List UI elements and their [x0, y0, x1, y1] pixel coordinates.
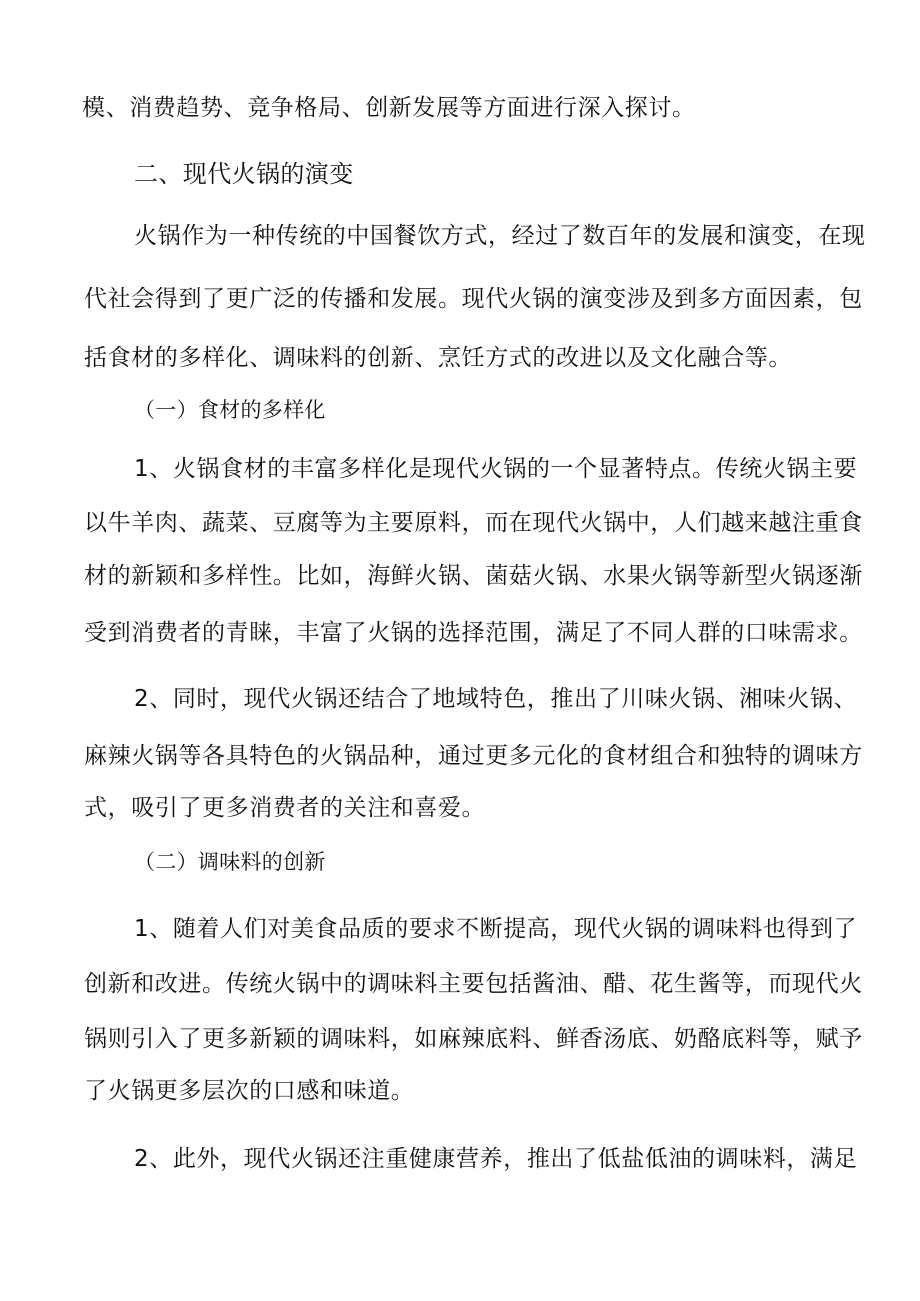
- paragraph-ingredients-1-line-1: 1、火锅食材的丰富多样化是现代火锅的一个显著特点。传统火锅主要: [134, 456, 858, 482]
- paragraph-ingredients-1-line-3: 材的新颖和多样性。比如，海鲜火锅、菌菇火锅、水果火锅等新型火锅逐渐: [84, 563, 863, 589]
- paragraph-ingredients-2-line-3: 式，吸引了更多消费者的关注和喜爱。: [84, 795, 486, 821]
- subsection-heading-ingredients: （一）食材的多样化: [134, 398, 326, 422]
- paragraph-seasoning-1-line-4: 了火锅更多层次的口感和味道。: [84, 1078, 415, 1104]
- paragraph-seasoning-1-line-3: 锅则引入了更多新颖的调味料，如麻辣底料、鲜香汤底、奶酪底料等，赋予: [84, 1026, 863, 1052]
- section-heading-evolution: 二、现代火锅的演变: [134, 160, 354, 188]
- paragraph-seasoning-1-line-1: 1、随着人们对美食品质的要求不断提高，现代火锅的调味料也得到了: [134, 916, 858, 942]
- paragraph-seasoning-2-line-1: 2、此外，现代火锅还注重健康营养，推出了低盐低油的调味料，满足: [134, 1146, 858, 1172]
- subsection-heading-seasoning: （二）调味料的创新: [134, 850, 326, 874]
- paragraph-evolution-line-2: 代社会得到了更广泛的传播和发展。现代火锅的演变涉及到多方面因素，包: [84, 286, 863, 312]
- paragraph-seasoning-1-line-2: 创新和改进。传统火锅中的调味料主要包括酱油、醋、花生酱等，而现代火: [84, 971, 863, 997]
- paragraph-evolution-line-3: 括食材的多样化、调味料的创新、烹饪方式的改进以及文化融合等。: [84, 345, 792, 371]
- paragraph-evolution-line-1: 火锅作为一种传统的中国餐饮方式，经过了数百年的发展和演变，在现: [134, 223, 866, 249]
- paragraph-ingredients-1-line-2: 以牛羊肉、蔬菜、豆腐等为主要原料，而在现代火锅中，人们越来越注重食: [84, 510, 863, 536]
- text-line-intro-end: 模、消费趋势、竞争格局、创新发展等方面进行深入探讨。: [82, 95, 696, 121]
- paragraph-ingredients-1-line-4: 受到消费者的青睐，丰富了火锅的选择范围，满足了不同人群的口味需求。: [84, 620, 863, 646]
- paragraph-ingredients-2-line-2: 麻辣火锅等各具特色的火锅品种，通过更多元化的食材组合和独特的调味方: [84, 743, 863, 769]
- paragraph-ingredients-2-line-1: 2、同时，现代火锅还结合了地域特色，推出了川味火锅、湘味火锅、: [134, 686, 858, 712]
